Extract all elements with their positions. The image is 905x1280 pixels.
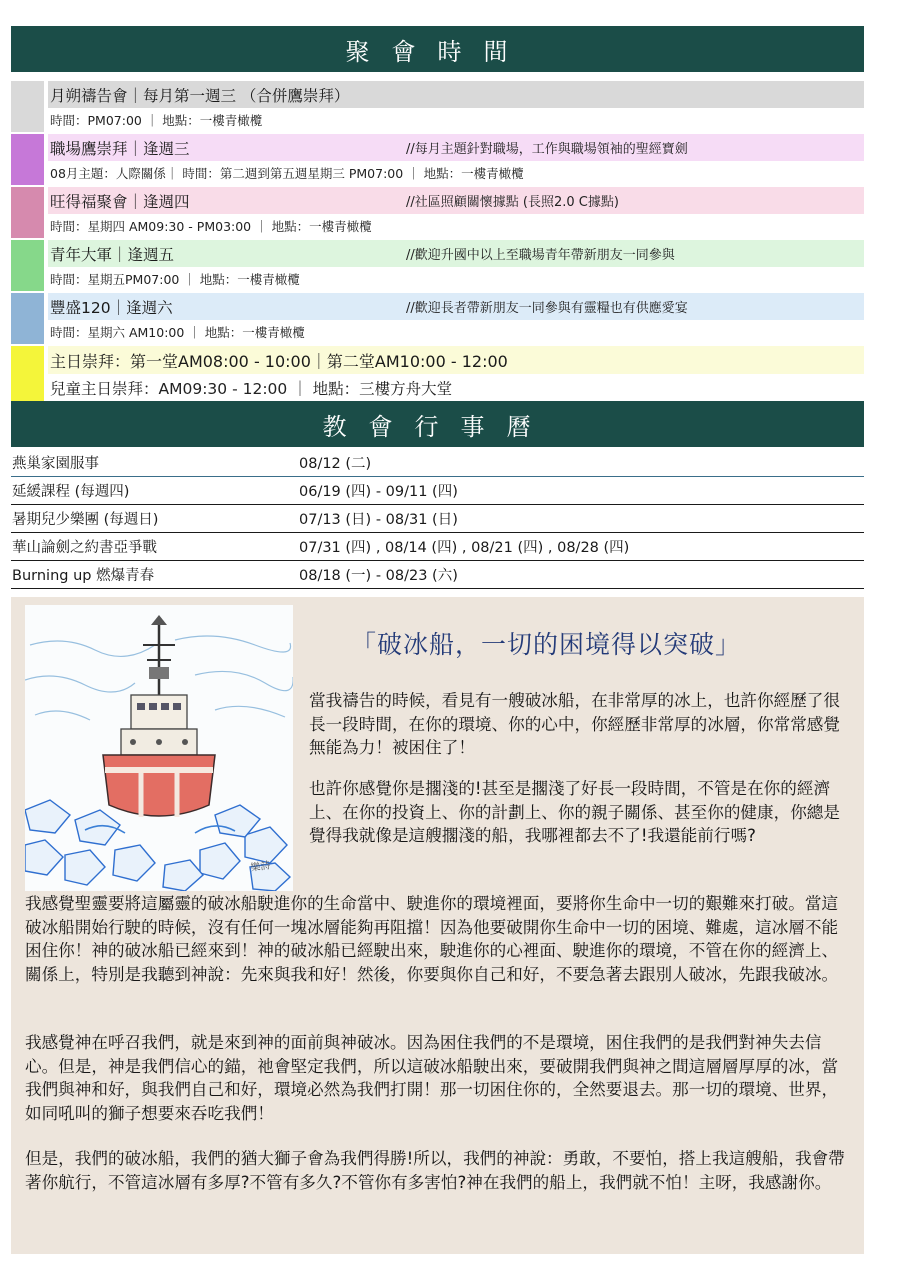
schedule-row-abundance [11,293,864,344]
illustration-signature: 樂詩 [249,860,272,874]
event-name: 暑期兒少樂團 (每週日) [12,512,159,528]
schedule-detail: 時間：星期六 AM10:00 ｜ 地點：一樓青橄欖 [50,325,305,340]
article-paragraph: 當我禱告的時候，看見有一艘破冰船，在非常厚的冰上，也許你經歷了很長一段時間，在你的環境、你的心中，你經歷非常厚的冰層，你常常感覺無能為力！被困住了！ [309,691,840,757]
calendar-row [11,561,864,589]
schedule-title: 青年大軍｜逢週五 [50,245,175,264]
color-swatch [11,293,44,344]
schedule-note: //社區照顧關懷據點 (長照2.0 C據點) [406,195,619,210]
schedule-row-sunday [11,346,864,402]
calendar-row [11,477,864,505]
event-name: Burning up 燃爆青春 [12,568,155,584]
color-swatch [11,187,44,238]
event-date: 07/13 (日) - 08/31 (日) [299,512,458,528]
article-paragraph: 我感覺神在呼召我們，就是來到神的面前與神破冰。因為困住我們的不是環境，困住我們的是我們對神失去信心。但是，神是我們信心的錨，祂會堅定我們，所以這破冰船駛出來，要破開我們與神之間這層層厚厚的冰，當我們與神和好，與我們自己和好，環境必然為我們打開！那一切困住你的，全然要退去。那一切的環境、世界，如同吼叫的獅子想要來吞吃我們！ [25,1033,839,1123]
article-title: 「破冰船，一切的困境得以突破」 [351,630,742,659]
schedule-note: //歡迎長者帶新朋友一同參與有靈糧也有供應愛宴 [406,301,688,316]
color-swatch [11,240,44,291]
schedule-detail: 時間：PM07:00 ｜ 地點：一樓青橄欖 [50,113,263,128]
church-calendar-header [11,401,864,447]
event-date: 06/19 (四) - 09/11 (四) [299,484,458,500]
schedule-title: 主日崇拜：第一堂AM08:00 - 10:00｜第二堂AM10:00 - 12:00 [50,351,508,371]
schedule-row-youth [11,240,864,291]
schedule-detail: 兒童主日崇拜：AM09:30 - 12:00 ｜ 地點：三樓方舟大堂 [50,380,453,398]
schedule-note: //每月主題針對職場，工作與職場領袖的聖經寶劍 [406,142,688,157]
church-calendar-title: 教會行事曆 [322,412,553,441]
schedule-note: //歡迎升國中以上至職場青年帶新朋友一同參與 [406,248,675,263]
meeting-times-title: 聚會時間 [345,37,530,66]
church-calendar [11,449,864,589]
schedule-row-workplace [11,134,864,185]
event-date: 08/18 (一) - 08/23 (六) [299,568,458,584]
calendar-row [11,533,864,561]
icebreaker-ship-illustration [25,605,293,891]
color-swatch [11,346,44,402]
color-swatch [11,81,44,132]
schedule-title: 豐盛120｜逢週六 [50,298,173,317]
schedule-detail: 時間：星期五PM07:00 ｜ 地點：一樓青橄欖 [50,272,300,287]
article-paragraph: 我感覺聖靈要將這屬靈的破冰船駛進你的生命當中、駛進你的環境裡面，要將你生命中一切的艱難來打破。當這破冰船開始行駛的時候，沒有任何一塊冰層能夠再阻擋！因為他要破開你生命中一切的困境、難處，這冰層不能困住你！神的破冰船已經來到！神的破冰船已經駛出來，駛進你的心裡面、駛進你的環境，不管在你的經濟上、關係上，特別是我聽到神說：先來與我和好！然後，你要與你自己和好，不要急著去跟別人破冰，先跟我破冰。 [25,894,839,984]
schedule-row-wonderful [11,187,864,238]
meeting-times-header [11,26,864,72]
event-name: 燕巢家園服事 [12,456,99,472]
schedule-detail: 時間：星期四 AM09:30 - PM03:00 ｜ 地點：一樓青橄欖 [50,219,372,234]
devotional-article [11,597,864,1254]
schedule-title: 旺得福聚會｜逢週四 [50,192,190,211]
meeting-schedule [11,81,864,404]
schedule-title: 月朔禱告會｜每月第一週三 （合併鷹崇拜） [50,86,350,105]
event-date: 07/31 (四) , 08/14 (四) , 08/21 (四) , 08/28 (四) [299,540,630,556]
calendar-row [11,449,864,477]
color-swatch [11,134,44,185]
event-date: 08/12 (二) [299,456,372,472]
article-paragraph: 但是，我們的破冰船，我們的猶大獅子會為我們得勝!所以，我們的神說：勇敢，不要怕，搭上我這艘船，我會帶著你航行，不管這冰層有多厚?不管有多久?不管你有多害怕?神在我們的船上，我們就不怕！主呀，我感謝你。 [25,1149,845,1192]
schedule-title: 職場鷹崇拜｜逢週三 [50,139,190,158]
calendar-row [11,505,864,533]
schedule-row-prayer [11,81,864,132]
event-name: 延緩課程 (每週四) [12,484,130,500]
article-paragraph: 也許你感覺你是擱淺的!甚至是擱淺了好長一段時間，不管是在你的經濟上、在你的投資上、你的計劃上、你的親子關係、甚至你的健康，你總是覺得我就像是這艘擱淺的船，我哪裡都去不了!我還能前行嗎? [309,779,840,845]
schedule-detail: 08月主題：人際關係｜ 時間：第二週到第五週星期三 PM07:00 ｜ 地點：一樓青橄欖 [50,166,524,181]
event-name: 華山論劍之約書亞爭戰 [12,540,157,556]
